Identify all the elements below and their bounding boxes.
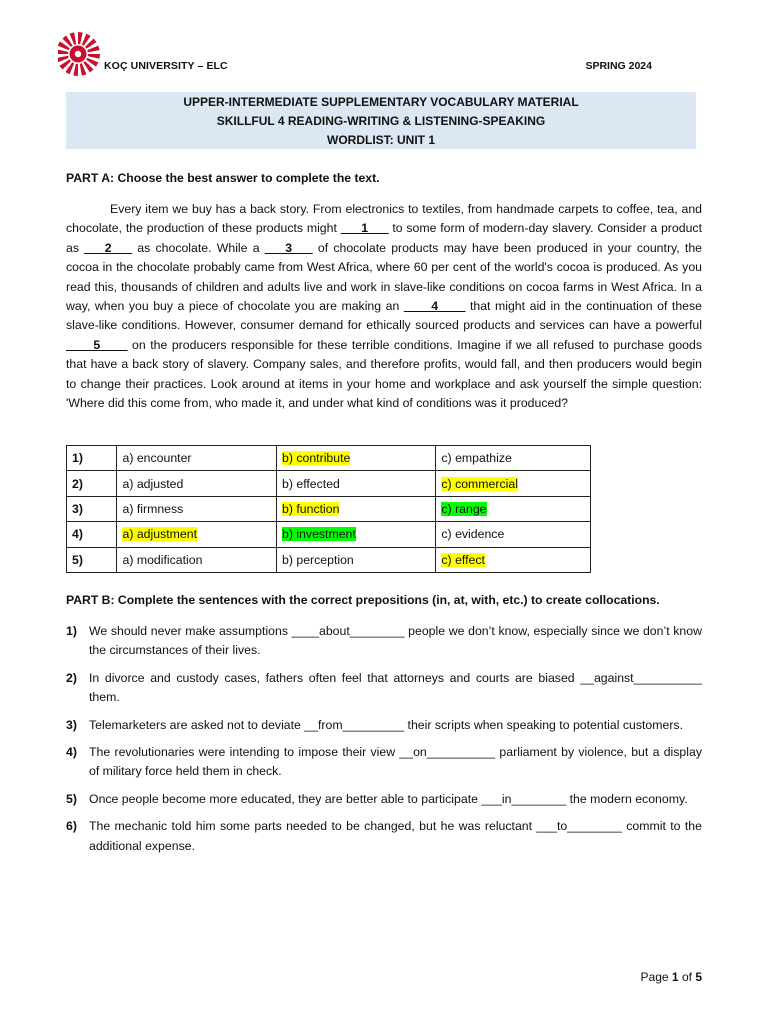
passage-text: Every item we buy has a back story. From electronics to textiles, from handmade carpets to coffee, tea, and chocolate, the production of these products might: [66, 202, 702, 236]
option-c-text: c) commercial: [441, 476, 518, 491]
sentence-number: 2): [66, 670, 77, 685]
part-b-heading: PART B: Complete the sentences with the correct prepositions (in, at, with, etc.) to create collocations.: [66, 593, 660, 607]
option-c: [436, 446, 591, 471]
passage-text: on the producers responsible for these terrible conditions. Imagine if we all refused to purchase goods that have a back story of slavery. Company sales, and therefore profits, would fall, and then producers would begin to change their practices. Look around at items in your home and workplace and ask yourself the simple question: 'Where did this come from, who made it, and under what kind of conditions was it produced?: [66, 337, 702, 411]
part-a-heading: PART A: Choose the best answer to complete the text.: [66, 171, 380, 185]
option-c-text: c) evidence: [441, 527, 505, 542]
option-c-text: c) effect: [441, 552, 485, 567]
passage-text: as chocolate. While a: [132, 240, 265, 255]
option-c: [436, 496, 591, 521]
option-b: [277, 471, 436, 496]
sentence-list: [66, 622, 702, 864]
choice-row: [67, 522, 591, 547]
option-c: [436, 547, 591, 572]
option-a: [117, 446, 277, 471]
option-c: [436, 522, 591, 547]
option-a: [117, 547, 277, 572]
question-number: [67, 446, 117, 471]
sentence-number: 4): [66, 745, 77, 760]
sentence-number: 1): [66, 624, 77, 638]
sentence-text: Once people become more educated, they are better able to participate ___in________ the modern economy.: [89, 791, 688, 806]
option-b-text: b) contribute: [282, 451, 351, 466]
sentence-text: In divorce and custody cases, fathers often feel that attorneys and courts are biased __against__________ them.: [89, 670, 702, 705]
option-b: [277, 547, 436, 572]
blank-2: ___2___: [84, 240, 133, 255]
logo-ray: [73, 64, 78, 76]
question-number: [67, 547, 117, 572]
question-number-text: 2): [72, 476, 83, 491]
option-a: [117, 496, 277, 521]
choice-row: [67, 496, 591, 521]
option-a-text: a) modification: [122, 552, 203, 567]
logo-ray: [88, 54, 100, 59]
option-a: [117, 522, 277, 547]
sentence-item: [66, 817, 702, 856]
option-a-text: a) encounter: [122, 451, 192, 466]
title-line-3: WORDLIST: UNIT 1: [327, 133, 435, 147]
question-number-text: 1): [72, 451, 83, 466]
sentence-item: [66, 669, 702, 708]
option-a-text: a) firmness: [122, 501, 184, 516]
option-c: [436, 471, 591, 496]
passage-text: to some form of modern-day slavery. Consider a product as: [66, 221, 702, 255]
sentence-number: 5): [66, 791, 77, 806]
sentence-text: We should never make assumptions ____about________ people we don’t know, especially since we don’t know the circumstances of their lives.: [89, 624, 702, 658]
logo-ray: [58, 49, 68, 54]
option-c-text: c) empathize: [441, 451, 512, 466]
page-number: 1: [671, 970, 679, 984]
option-a: [117, 471, 277, 496]
option-c-text: c) range: [441, 501, 487, 516]
blank-5: ____5____: [66, 337, 128, 352]
choice-row: [67, 446, 591, 471]
option-a-text: a) adjusted: [122, 476, 184, 491]
blank-4: ____4____: [403, 299, 466, 314]
of-word: of: [681, 970, 692, 984]
sentence-text: The revolutionaries were intending to impose their view __on__________ parliament by violence, but a display of military force held them in check.: [89, 745, 702, 779]
question-number-text: 4): [72, 527, 83, 542]
page-header: [66, 30, 652, 78]
sentence-text: Telemarketers are asked not to deviate __from_________ their scripts when speaking to potential customers.: [89, 717, 683, 732]
sentence-text: The mechanic told him some parts needed to be changed, but he was reluctant ___to________ commit to the additional expense.: [89, 819, 702, 853]
sentence-item: [66, 622, 702, 661]
option-b-text: b) function: [282, 501, 340, 516]
answer-choices-table: [66, 445, 591, 573]
page-total: 5: [695, 970, 702, 984]
option-b-text: b) perception: [282, 552, 354, 567]
option-b-text: b) investment: [282, 527, 356, 542]
choice-row: [67, 471, 591, 496]
reading-passage: [66, 200, 702, 413]
option-b: [277, 522, 436, 547]
blank-3: ___3___: [264, 240, 313, 255]
option-b: [277, 446, 436, 471]
sentence-number: 3): [66, 717, 77, 732]
institution-name: KOÇ UNIVERSITY – ELC: [104, 60, 228, 72]
passage-text: of chocolate products may have been produced in your country, the cocoa in the chocolate probably came from West Africa, where 60 per cent of the world's cocoa is produced. As you read this, thousands of children and adults live and work in slave-like conditions on cocoa farms in West Africa. In a way, when you buy a piece of chocolate you are making an: [66, 240, 702, 314]
choice-row: [67, 547, 591, 572]
option-b: [277, 496, 436, 521]
sentence-item: [66, 790, 702, 809]
option-a-text: a) adjustment: [122, 527, 197, 542]
page-footer: [641, 970, 702, 984]
sentence-item: [66, 743, 702, 782]
title-line-2: SKILLFUL 4 READING-WRITING & LISTENING-SPEAKING: [216, 114, 546, 128]
title-box: [66, 92, 696, 149]
passage-text: that might aid in the continuation of these slave-like conditions. However, consumer demand for ethically sourced products and services can have a powerful: [66, 299, 702, 333]
question-number: [67, 471, 117, 496]
question-number: [67, 496, 117, 521]
logo-ray: [78, 32, 83, 44]
question-number-text: 5): [72, 552, 83, 567]
title-line-1: UPPER-INTERMEDIATE SUPPLEMENTARY VOCABULARY MATERIAL: [183, 95, 579, 109]
page-word: Page: [640, 970, 669, 984]
blank-1: ___1___: [340, 221, 389, 236]
question-number: [67, 522, 117, 547]
semester-label: SPRING 2024: [585, 60, 652, 72]
sentence-item: [66, 716, 702, 735]
option-b-text: b) effected: [282, 476, 340, 491]
sentence-number: 6): [66, 819, 77, 834]
question-number-text: 3): [72, 501, 83, 516]
